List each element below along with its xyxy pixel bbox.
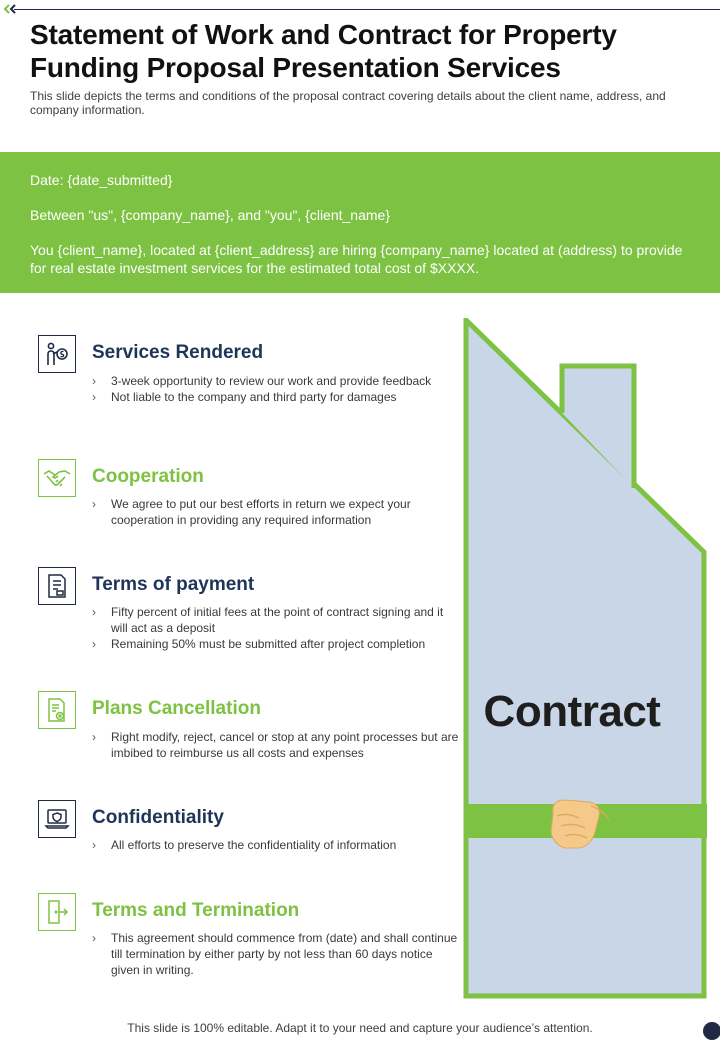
invoice-icon	[38, 567, 76, 605]
bullet-list	[92, 373, 462, 405]
house-handshake-icon	[460, 318, 720, 1000]
page-subtitle: This slide depicts the terms and conditions of the proposal contract covering details about the client name, address, and company information.	[30, 89, 666, 117]
handshake-icon	[38, 459, 76, 497]
list-item: › Right modify, reject, cancel or stop at any point processes but are imbibed to reimburse us all costs and expenses	[92, 729, 462, 761]
top-rule	[14, 9, 720, 10]
section-title: Plans Cancellation	[92, 698, 261, 719]
chevrons-icon	[2, 2, 18, 16]
page-indicator-dot	[703, 1022, 720, 1040]
date-line: Date: {date_submitted}	[30, 172, 173, 188]
list-item: › We agree to put our best efforts in return we expect your cooperation in providing any required information	[92, 496, 462, 528]
bullet-list	[92, 604, 462, 652]
list-item: › Remaining 50% must be submitted after project completion	[92, 636, 462, 652]
list-item: › This agreement should commence from (date) and shall continue till termination by either party by not less than 60 days notice given in writing.	[92, 930, 462, 978]
list-item: › Not liable to the company and third party for damages	[92, 389, 462, 405]
door-exit-icon	[38, 893, 76, 931]
list-item: › Fifty percent of initial fees at the point of contract signing and it will act as a deposit	[92, 604, 462, 636]
parties-line: Between "us", {company_name}, and "you", {client_name}	[30, 207, 391, 223]
bullet-list	[92, 930, 462, 978]
section-title: Services Rendered	[92, 342, 264, 363]
section-title: Terms and Termination	[92, 900, 300, 921]
contract-intro-band	[0, 152, 720, 293]
list-item: › All efforts to preserve the confidentiality of information	[92, 837, 462, 853]
footer-note: This slide is 100% editable. Adapt it to your need and capture your audience’s attention.	[127, 1021, 593, 1035]
section-title: Terms of payment	[92, 574, 255, 595]
bullet-list	[92, 496, 462, 528]
section-title: Confidentiality	[92, 807, 224, 828]
section-title: Cooperation	[92, 466, 204, 487]
laptop-shield-icon	[38, 800, 76, 838]
contract-label: Contract	[483, 687, 661, 736]
hiring-line: You {client_name}, located at {client_address} are hiring {company_name} located at (address) to provide for real estate investment services for the estimated total cost of $XXXX.	[30, 242, 683, 276]
bullet-list	[92, 837, 462, 853]
page-title: Statement of Work and Contract for Property Funding Proposal Presentation Services	[30, 19, 617, 83]
document-cancel-icon	[38, 691, 76, 729]
list-item: › 3-week opportunity to review our work and provide feedback	[92, 373, 462, 389]
presenter-dollar-icon	[38, 335, 76, 373]
bullet-list	[92, 729, 462, 761]
